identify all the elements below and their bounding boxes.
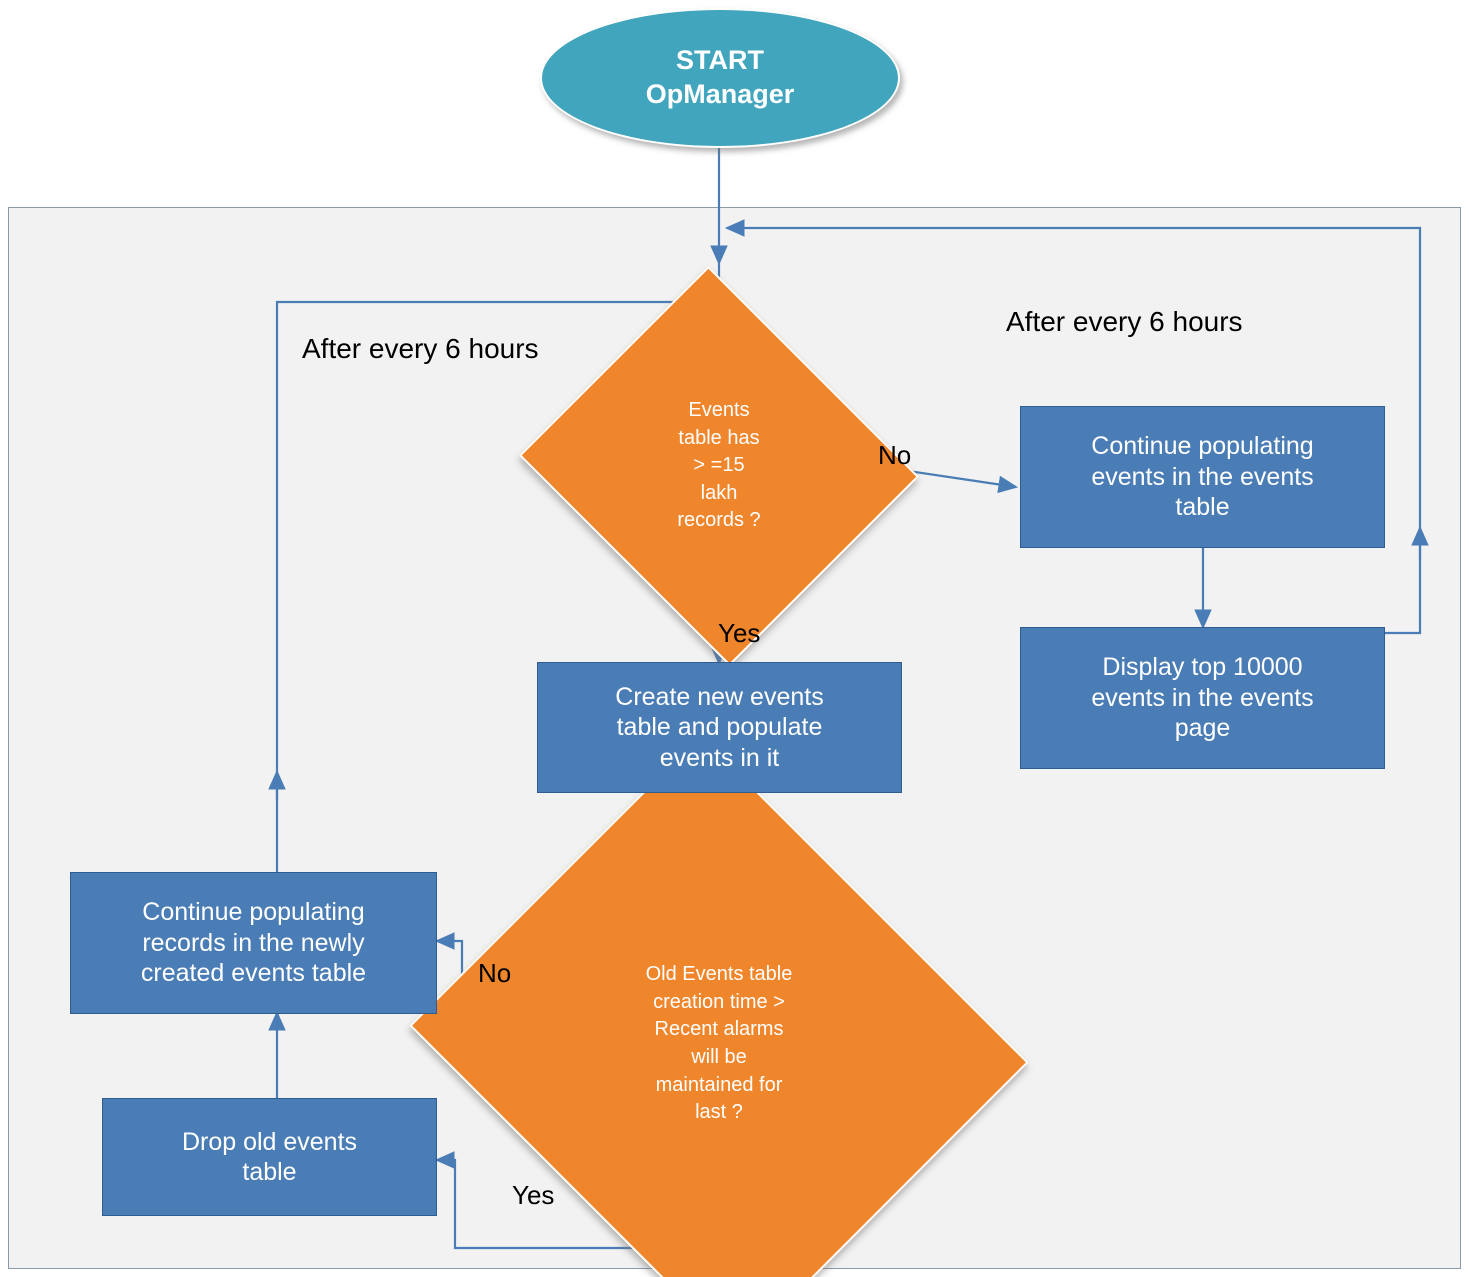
- edge-label-no-size: No: [878, 440, 912, 470]
- process-line: created events table: [140, 959, 367, 988]
- process-line: Continue populating: [142, 898, 365, 927]
- edge-label-yes-age: Yes: [512, 1180, 555, 1210]
- decision-line: Old Events table: [645, 963, 793, 986]
- process-line: table and populate: [616, 713, 823, 742]
- process-line: Display top 10000: [1102, 653, 1303, 682]
- process-line: events in the events: [1091, 462, 1314, 491]
- decision-line: > =15: [693, 454, 745, 477]
- process-line: records in the newly: [142, 928, 365, 957]
- process-drop-old-events-table: [102, 1098, 437, 1216]
- process-continue-populating-new-table: [70, 872, 437, 1014]
- decision-line: last ?: [695, 1101, 743, 1124]
- process-line: table: [1175, 493, 1230, 522]
- process-line: Continue populating: [1091, 432, 1314, 461]
- process-line: Drop old events: [181, 1127, 358, 1156]
- decision-line: records ?: [677, 509, 761, 532]
- process-line: events in it: [659, 743, 780, 772]
- process-line: page: [1174, 714, 1231, 743]
- note-left: After every 6 hours: [302, 333, 539, 364]
- edge-label-no-age: No: [478, 958, 512, 988]
- decision-old-table-age-label: [487, 838, 951, 1250]
- process-display-top-events: [1020, 627, 1385, 769]
- process-line: table: [242, 1158, 297, 1186]
- process-create-new-events-table: [537, 662, 902, 793]
- start-node: [540, 8, 900, 148]
- note-right: After every 6 hours: [1006, 306, 1243, 337]
- decision-events-table-size: [570, 332, 868, 600]
- process-line: Create new events: [615, 682, 824, 711]
- decision-old-table-age: [487, 838, 951, 1250]
- start-node-line2: OpManager: [645, 79, 795, 109]
- start-node-line1: START: [676, 45, 764, 76]
- decision-line: lakh: [700, 481, 738, 504]
- edge-label-yes-size: Yes: [718, 618, 761, 648]
- decision-line: Recent alarms: [654, 1018, 784, 1041]
- decision-line: creation time >: [653, 990, 785, 1013]
- decision-line: table has: [678, 426, 760, 449]
- process-line: events in the events: [1091, 683, 1314, 712]
- decision-events-table-size-label: [570, 332, 868, 600]
- decision-line: will be: [691, 1046, 747, 1068]
- decision-line: Events: [688, 399, 750, 422]
- decision-line: maintained for: [655, 1073, 783, 1096]
- process-continue-populating-events: [1020, 406, 1385, 548]
